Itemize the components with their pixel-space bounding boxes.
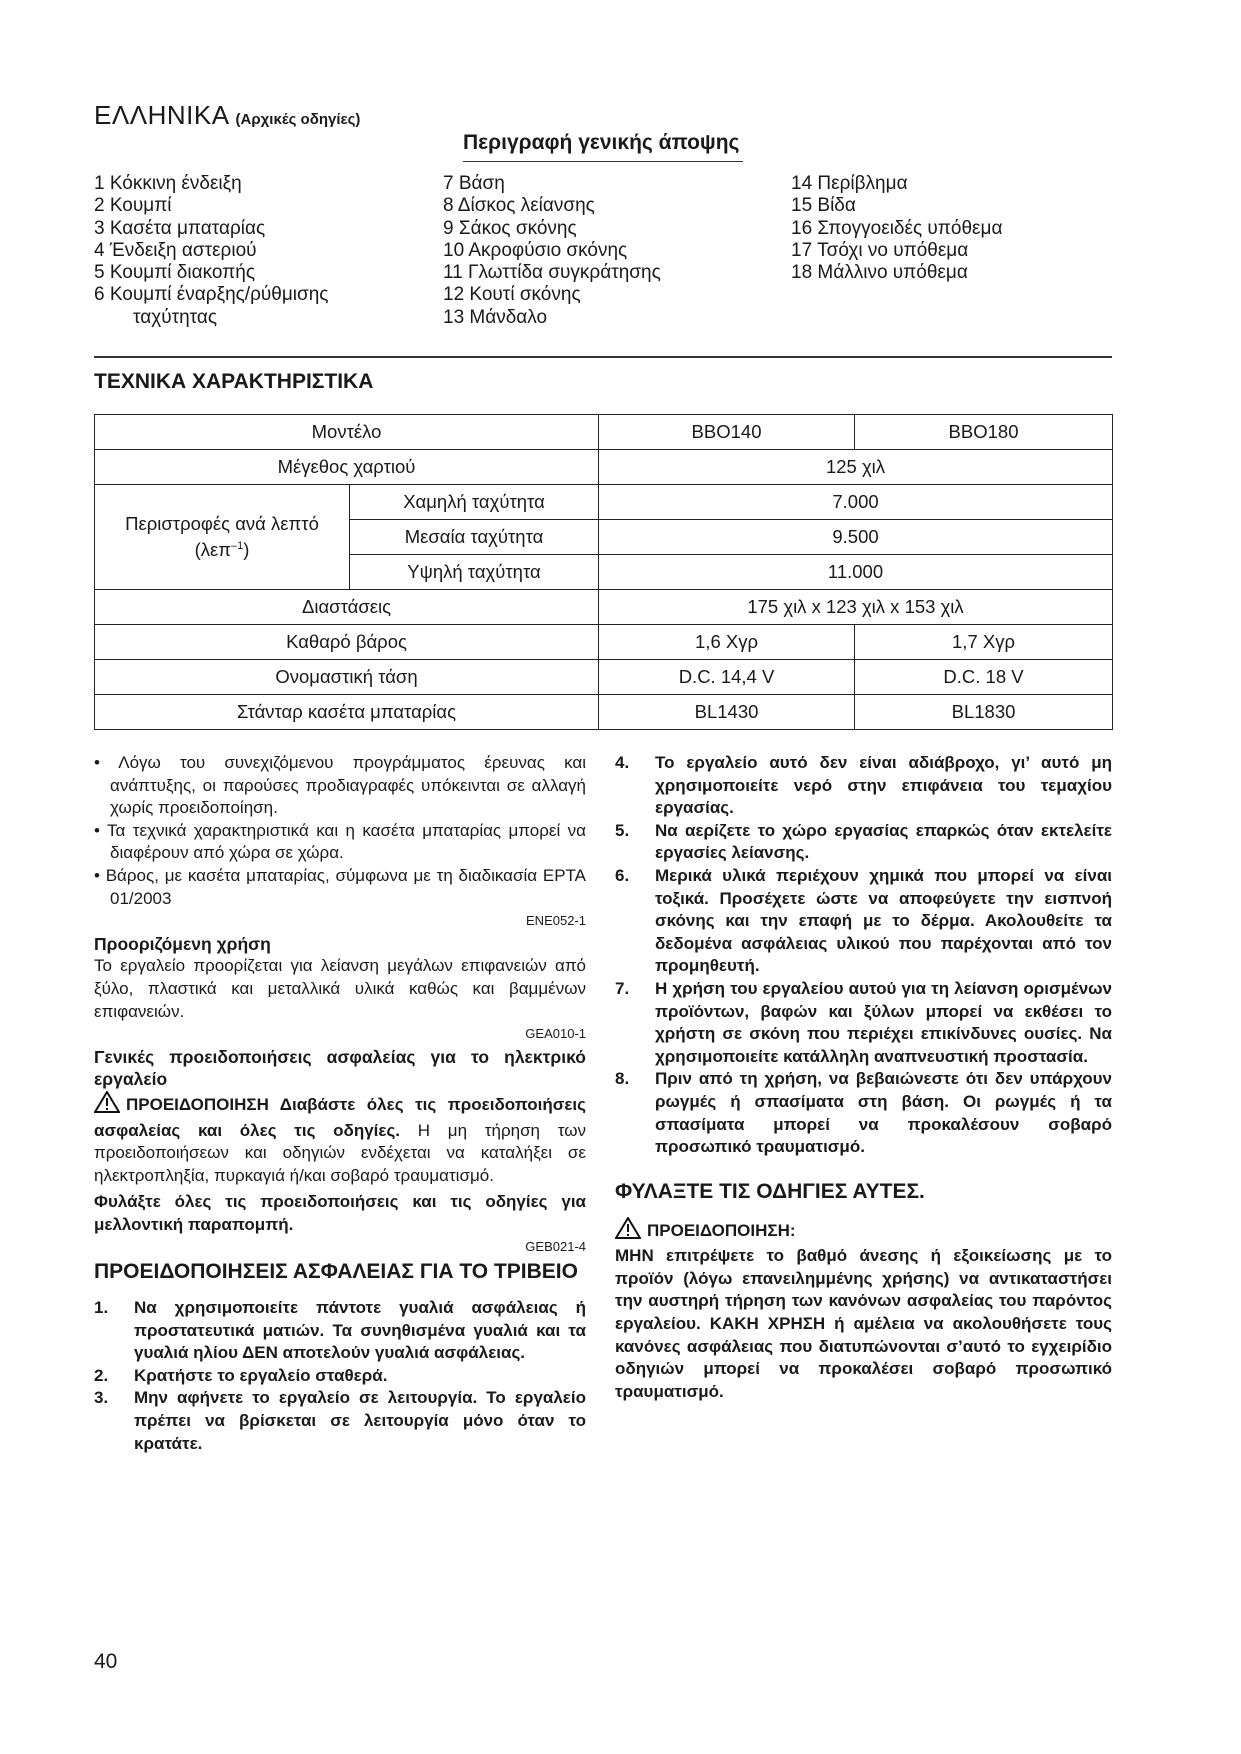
keep-instructions: Φυλάξτε όλες τις προειδοποιήσεις και τις οδηγίες για μελλοντική παραπομπή. [94,1192,586,1234]
spec-note: • Τα τεχνικά χαρακτηριστικά και η κασέτα μπαταρίας μπορεί να διαφέρουν από χώρα σε χώρα. [94,820,586,863]
table-row [95,590,1113,625]
part-item: 5 Κουμπί διακοπής [94,262,255,284]
speed-high-value: 11.000 [599,555,1113,590]
part-item: 16 Σπογγοειδές υπόθεμα [791,217,1003,239]
spec-note: • Βάρος, με κασέτα μπαταρίας, σύμφωνα με τη διαδικασία EPTA 01/2003 [94,865,586,908]
rpm-label: Περιστροφές ανά λεπτό [125,512,319,534]
language-note: (Αρχικές οδηγίες) [235,111,361,128]
list-item: 1. Να χρησιμοποιείτε πάντοτε γυαλιά ασφάλειας ή προστατευτικά ματιών. Τα συνηθισμένα γυαλιά και τα γυαλιά ηλίου ΔΕΝ αποτελούν γυαλιά ασφάλειας. [94,1298,586,1363]
speed-mid-label: Μεσαία ταχύτητα [350,520,599,555]
paper-size-value: 125 χιλ [599,450,1113,485]
intended-use-title: Προοριζόμενη χρήση [94,933,271,954]
page-number: 40 [94,1650,118,1673]
list-item: 4. Το εργαλείο αυτό δεν είναι αδιάβροχο, γι’ αυτό μη χρησιμοποιείτε νερό στην επιφάνεια του τεμαχίου εργασίας. [615,753,1112,818]
voltage-a: D.C. 14,4 V [599,660,855,695]
overview-title: Περιγραφή γενικής άποψης [463,131,740,154]
battery-b: BL1830 [855,695,1113,730]
list-item: 8. Πριν από τη χρήση, να βεβαιώνεστε ότι δεν υπάρχουν ρωγμές ή σπασίματα στη βάση. Οι ρωγμές ή τα σπασίματα μπορεί να προκαλέσουν σοβαρό προσωπικό τραυματισμό. [615,1069,1112,1157]
sander-warnings-list [94,1297,586,1455]
save-instructions-title: ΦΥΛΑΞΤΕ ΤΙΣ ΟΔΗΓΙΕΣ ΑΥΤΕΣ. [615,1179,925,1203]
parts-column-2 [443,173,661,329]
warning-triangle-icon [615,1217,641,1246]
model-a: BBO140 [599,415,855,450]
section-divider [94,356,1112,358]
speed-mid-value: 9.500 [599,520,1113,555]
rpm-unit: (λεπ$^{-1}$) [194,539,250,561]
dimensions-value: 175 χιλ x 123 χιλ x 153 χιλ [599,590,1113,625]
list-item: 2. Κρατήστε το εργαλείο σταθερά. [94,1365,388,1385]
overview-underline [463,161,743,162]
right-column [615,752,1112,1403]
part-item: 11 Γλωττίδα συγκράτησης [443,262,661,284]
part-item: 7 Βάση [443,173,505,194]
weight-b: 1,7 Χγρ [855,625,1113,660]
part-item: 3 Κασέτα μπαταρίας [94,217,266,239]
list-item: 3. Μην αφήνετε το εργαλείο σε λειτουργία. Το εργαλείο πρέπει να βρίσκεται σε λειτουργία μόνο όταν το κρατάτε. [94,1388,586,1453]
part-item: 1 Κόκκινη ένδειξη [94,173,242,194]
voltage-b: D.C. 18 V [855,660,1113,695]
general-warnings-title: Γενικές προειδοποιήσεις ασφαλείας για το ηλεκτρικό εργαλείο [94,1046,586,1090]
speed-low-value: 7.000 [599,485,1113,520]
part-item: 18 Μάλλινο υπόθεμα [791,262,968,284]
warning-bold-text: ΠΡΟΕΙΔΟΠΟΙΗΣΗ Διαβάστε όλες τις προειδοποιήσεις ασφαλείας και όλες τις οδηγίες. [94,1094,586,1140]
warning-triangle-icon [94,1091,120,1120]
table-row [95,695,1113,730]
model-b: BBO180 [855,415,1113,450]
table-row [95,415,1113,450]
list-item: 6. Μερικά υλικά περιέχουν χημικά που μπορεί να είναι τοξικά. Προσέχετε ώστε να αποφεύγετε την εισπνοή σκόνης και την επαφή με το δέρμα. Ακολουθείτε τα δεδομένα ασφάλειας υλικού που παρέχονται από τον προμηθευτή. [615,865,1112,976]
left-column [94,752,586,1455]
weight-label: Καθαρό βάρος [95,625,599,660]
part-item: 12 Κουτί σκόνης [443,284,581,306]
intended-use-text: Το εργαλείο προορίζεται για λείανση μεγάλων επιφανειών από ξύλο, πλαστικά και μεταλλικά υλικά καθώς και βαμμένων επιφανειών. [94,956,586,1021]
part-item: 14 Περίβλημα [791,173,908,194]
table-row [95,450,1113,485]
specs-title: ΤΕΧΝΙΚΑ ΧΑΡΑΚΤΗΡΙΣΤΙΚΑ [94,370,374,393]
doc-code: ENE052-1 [526,913,586,929]
weight-a: 1,6 Χγρ [599,625,855,660]
language-heading [94,100,360,131]
part-item: 6 Κουμπί έναρξης/ρύθμισης [94,284,329,306]
speed-low-label: Χαμηλή ταχύτητα [350,485,599,520]
parts-column-3 [791,173,1002,284]
part-item: 13 Μάνδαλο [443,306,548,328]
list-item: 7. Η χρήση του εργαλείου αυτού για τη λείανση ορισμένων προϊόντων, βαφών και ξύλων μπορεί να εκθέσει το χρήστη σε σκόνη που περιέχει επικίνδυνες ουσίες. Να χρησιμοποιείτε κατάλληλη αναπνευστική προστασία. [615,978,1112,1066]
model-label: Μοντέλο [95,415,599,450]
specs-table [94,414,1113,730]
rpm-label-cell [95,485,350,590]
language-title: ΕΛΛΗΝΙΚΑ [94,100,230,130]
part-item: 17 Τσόχι νο υπόθεμα [791,239,969,261]
part-item: 10 Ακροφύσιο σκόνης [443,239,628,261]
part-item: 4 Ένδειξη αστεριού [94,239,257,261]
warning-text: ΜΗΝ επιτρέψετε το βαθμό άνεσης ή εξοικείωσης με το προϊόν (λόγω επανειλημμένης χρήσης) να αντικαταστήσει την αυστηρή τήρηση των κανόνων ασφαλείας του παρόντος εργαλείου. ΚΑΚΗ ΧΡΗΣΗ ή αμέλεια να ακολουθήσετε τους κανόνες ασφάλειας που διατυπώνονται σ’αυτό το εγχειρίδιο οδηγιών μπορεί να προκαλέσει σοβαρό προσωπικό τραυματισμό. [615,1246,1112,1401]
part-item: 9 Σάκος σκόνης [443,217,577,239]
part-item: 8 Δίσκος λείανσης [443,195,595,217]
battery-a: BL1430 [599,695,855,730]
sander-warnings-title: ΠΡΟΕΙΔΟΠΟΙΗΣΕΙΣ ΑΣΦΑΛΕΙΑΣ ΓΙΑ ΤΟ ΤΡΙΒΕΙΟ [94,1260,578,1284]
parts-column-1 [94,173,328,329]
speed-high-label: Υψηλή ταχύτητα [350,555,599,590]
doc-code: GEA010-1 [525,1026,586,1042]
paper-size-label: Μέγεθος χαρτιού [95,450,599,485]
warning-text: Η μη τήρηση των προειδοποιήσεων και οδηγιών ενδέχεται να καταλήξει σε ηλεκτροπληξία, πυρκαγιά ή/και σοβαρό τραυματισμό. [94,1120,586,1185]
voltage-label: Ονομαστική τάση [95,660,599,695]
dimensions-label: Διαστάσεις [95,590,599,625]
part-item-continued: ταχύτητας [133,306,218,328]
table-row [95,485,1113,520]
table-row [95,660,1113,695]
battery-label: Στάνταρ κασέτα μπαταρίας [95,695,599,730]
doc-code: GEB021-4 [525,1239,586,1255]
general-warning-paragraph [94,1091,586,1187]
part-item: 15 Βίδα [791,195,856,217]
spec-note: • Λόγω του συνεχιζόμενου προγράμματος έρευνας και ανάπτυξης, οι παρούσες προδιαγραφές υπόκεινται σε αλλαγή χωρίς προειδοποίηση. [94,753,586,818]
warning-heading: ΠΡΟΕΙΔΟΠΟΙΗΣΗ: [615,1217,1112,1246]
part-item: 2 Κουμπί [94,195,172,217]
table-row [95,625,1113,660]
list-item: 5. Να αερίζετε το χώρο εργασίας επαρκώς όταν εκτελείτε εργασίες λείανσης. [615,820,1112,863]
